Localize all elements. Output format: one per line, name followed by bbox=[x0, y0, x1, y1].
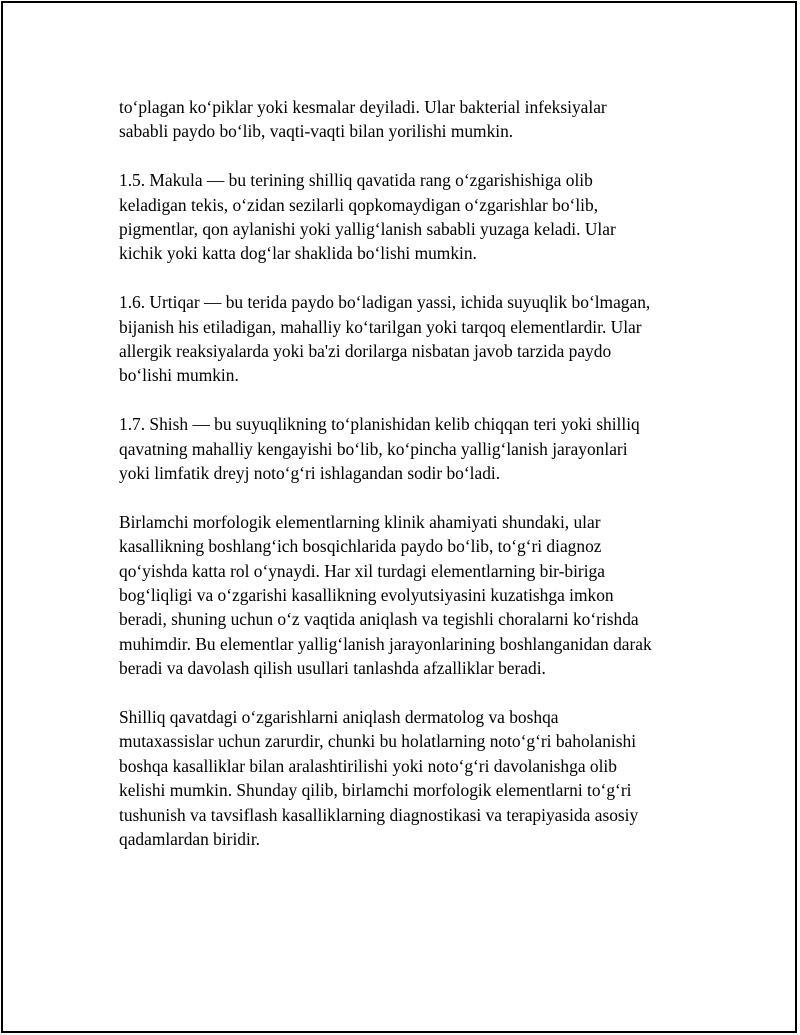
paragraph-urtiqar bbox=[119, 290, 699, 388]
text-line: kichik yoki katta dog‘lar shaklida bo‘lishi mumkin. bbox=[119, 243, 477, 264]
paragraph-clinical-significance bbox=[119, 510, 699, 681]
text-line: boshqa kasalliklar bilan aralashtirilishi yoki noto‘g‘ri davolanishga olib bbox=[119, 755, 617, 776]
paragraph-makula bbox=[119, 168, 699, 266]
text-line: 1.7. Shish — bu suyuqlikning to‘planishidan kelib chiqqan teri yoki shilliq bbox=[119, 414, 640, 435]
text-line: keladigan tekis, o‘zidan sezilarli qopkomaydigan o‘zgarishlar bo‘lib, bbox=[119, 194, 599, 215]
text-line: qavatning mahalliy kengayishi bo‘lib, ko‘pincha yallig‘lanish jarayonlari bbox=[119, 438, 628, 459]
text-line: to‘plagan ko‘piklar yoki kesmalar deyiladi. Ular bakterial infeksiyalar bbox=[119, 97, 607, 117]
paragraph-shish bbox=[119, 412, 699, 485]
text-line: beradi va davolash qilish usullari tanlashda afzalliklar beradi. bbox=[119, 658, 546, 679]
text-line: muhimdir. Bu elementlar yallig‘lanish jarayonlarining boshlanganidan darak bbox=[119, 633, 652, 654]
text-line: bo‘lishi mumkin. bbox=[119, 365, 239, 386]
text-line: pigmentlar, qon aylanishi yoki yallig‘lanish sababli yuzaga keladi. Ular bbox=[119, 219, 616, 240]
document-page bbox=[1, 1, 797, 1033]
paragraph-continuation bbox=[119, 95, 699, 144]
text-line: yoki limfatik dreyj noto‘g‘ri ishlagandan sodir bo‘ladi. bbox=[119, 463, 501, 484]
text-line: 1.5. Makula — bu terining shilliq qavatida rang o‘zgarishishiga olib bbox=[119, 170, 593, 191]
document-body bbox=[119, 95, 699, 876]
text-line: allergik reaksiyalarda yoki ba'zi dorilarga nisbatan javob tarzida paydo bbox=[119, 341, 612, 362]
text-line: sababli paydo bo‘lib, vaqti-vaqti bilan yorilishi mumkin. bbox=[119, 121, 514, 142]
text-line: qadamlardan biridir. bbox=[119, 829, 261, 850]
text-line: Birlamchi morfologik elementlarning klinik ahamiyati shundaki, ular bbox=[119, 511, 601, 532]
text-line: beradi, shuning uchun o‘z vaqtida aniqlash va tegishli choralarni ko‘rishda bbox=[119, 609, 639, 630]
text-line: tushunish va tavsiflash kasalliklarning diagnostikasi va terapiyasida asosiy bbox=[119, 804, 639, 825]
text-line: 1.6. Urtiqar — bu terida paydo bo‘ladigan yassi, ichida suyuqlik bo‘lmagan, bbox=[119, 292, 651, 313]
text-line: bog‘liqligi va o‘zgarishi kasallikning evolyutsiyasini kuzatishga imkon bbox=[119, 585, 614, 606]
text-line: Shilliq qavatdagi o‘zgarishlarni aniqlash dermatolog va boshqa bbox=[119, 707, 559, 728]
text-line: bijanish his etiladigan, mahalliy ko‘tarilgan yoki tarqoq elementlardir. Ular bbox=[119, 316, 642, 337]
text-line: kelishi mumkin. Shunday qilib, birlamchi morfologik elementlarni to‘g‘ri bbox=[119, 780, 632, 801]
paragraph-conclusion bbox=[119, 705, 699, 851]
text-line: mutaxassislar uchun zarurdir, chunki bu holatlarning noto‘g‘ri baholanishi bbox=[119, 731, 637, 752]
text-line: qo‘yishda katta rol o‘ynaydi. Har xil turdagi elementlarning bir-biriga bbox=[119, 560, 605, 581]
text-line: kasallikning boshlang‘ich bosqichlarida paydo bo‘lib, to‘g‘ri diagnoz bbox=[119, 536, 602, 557]
